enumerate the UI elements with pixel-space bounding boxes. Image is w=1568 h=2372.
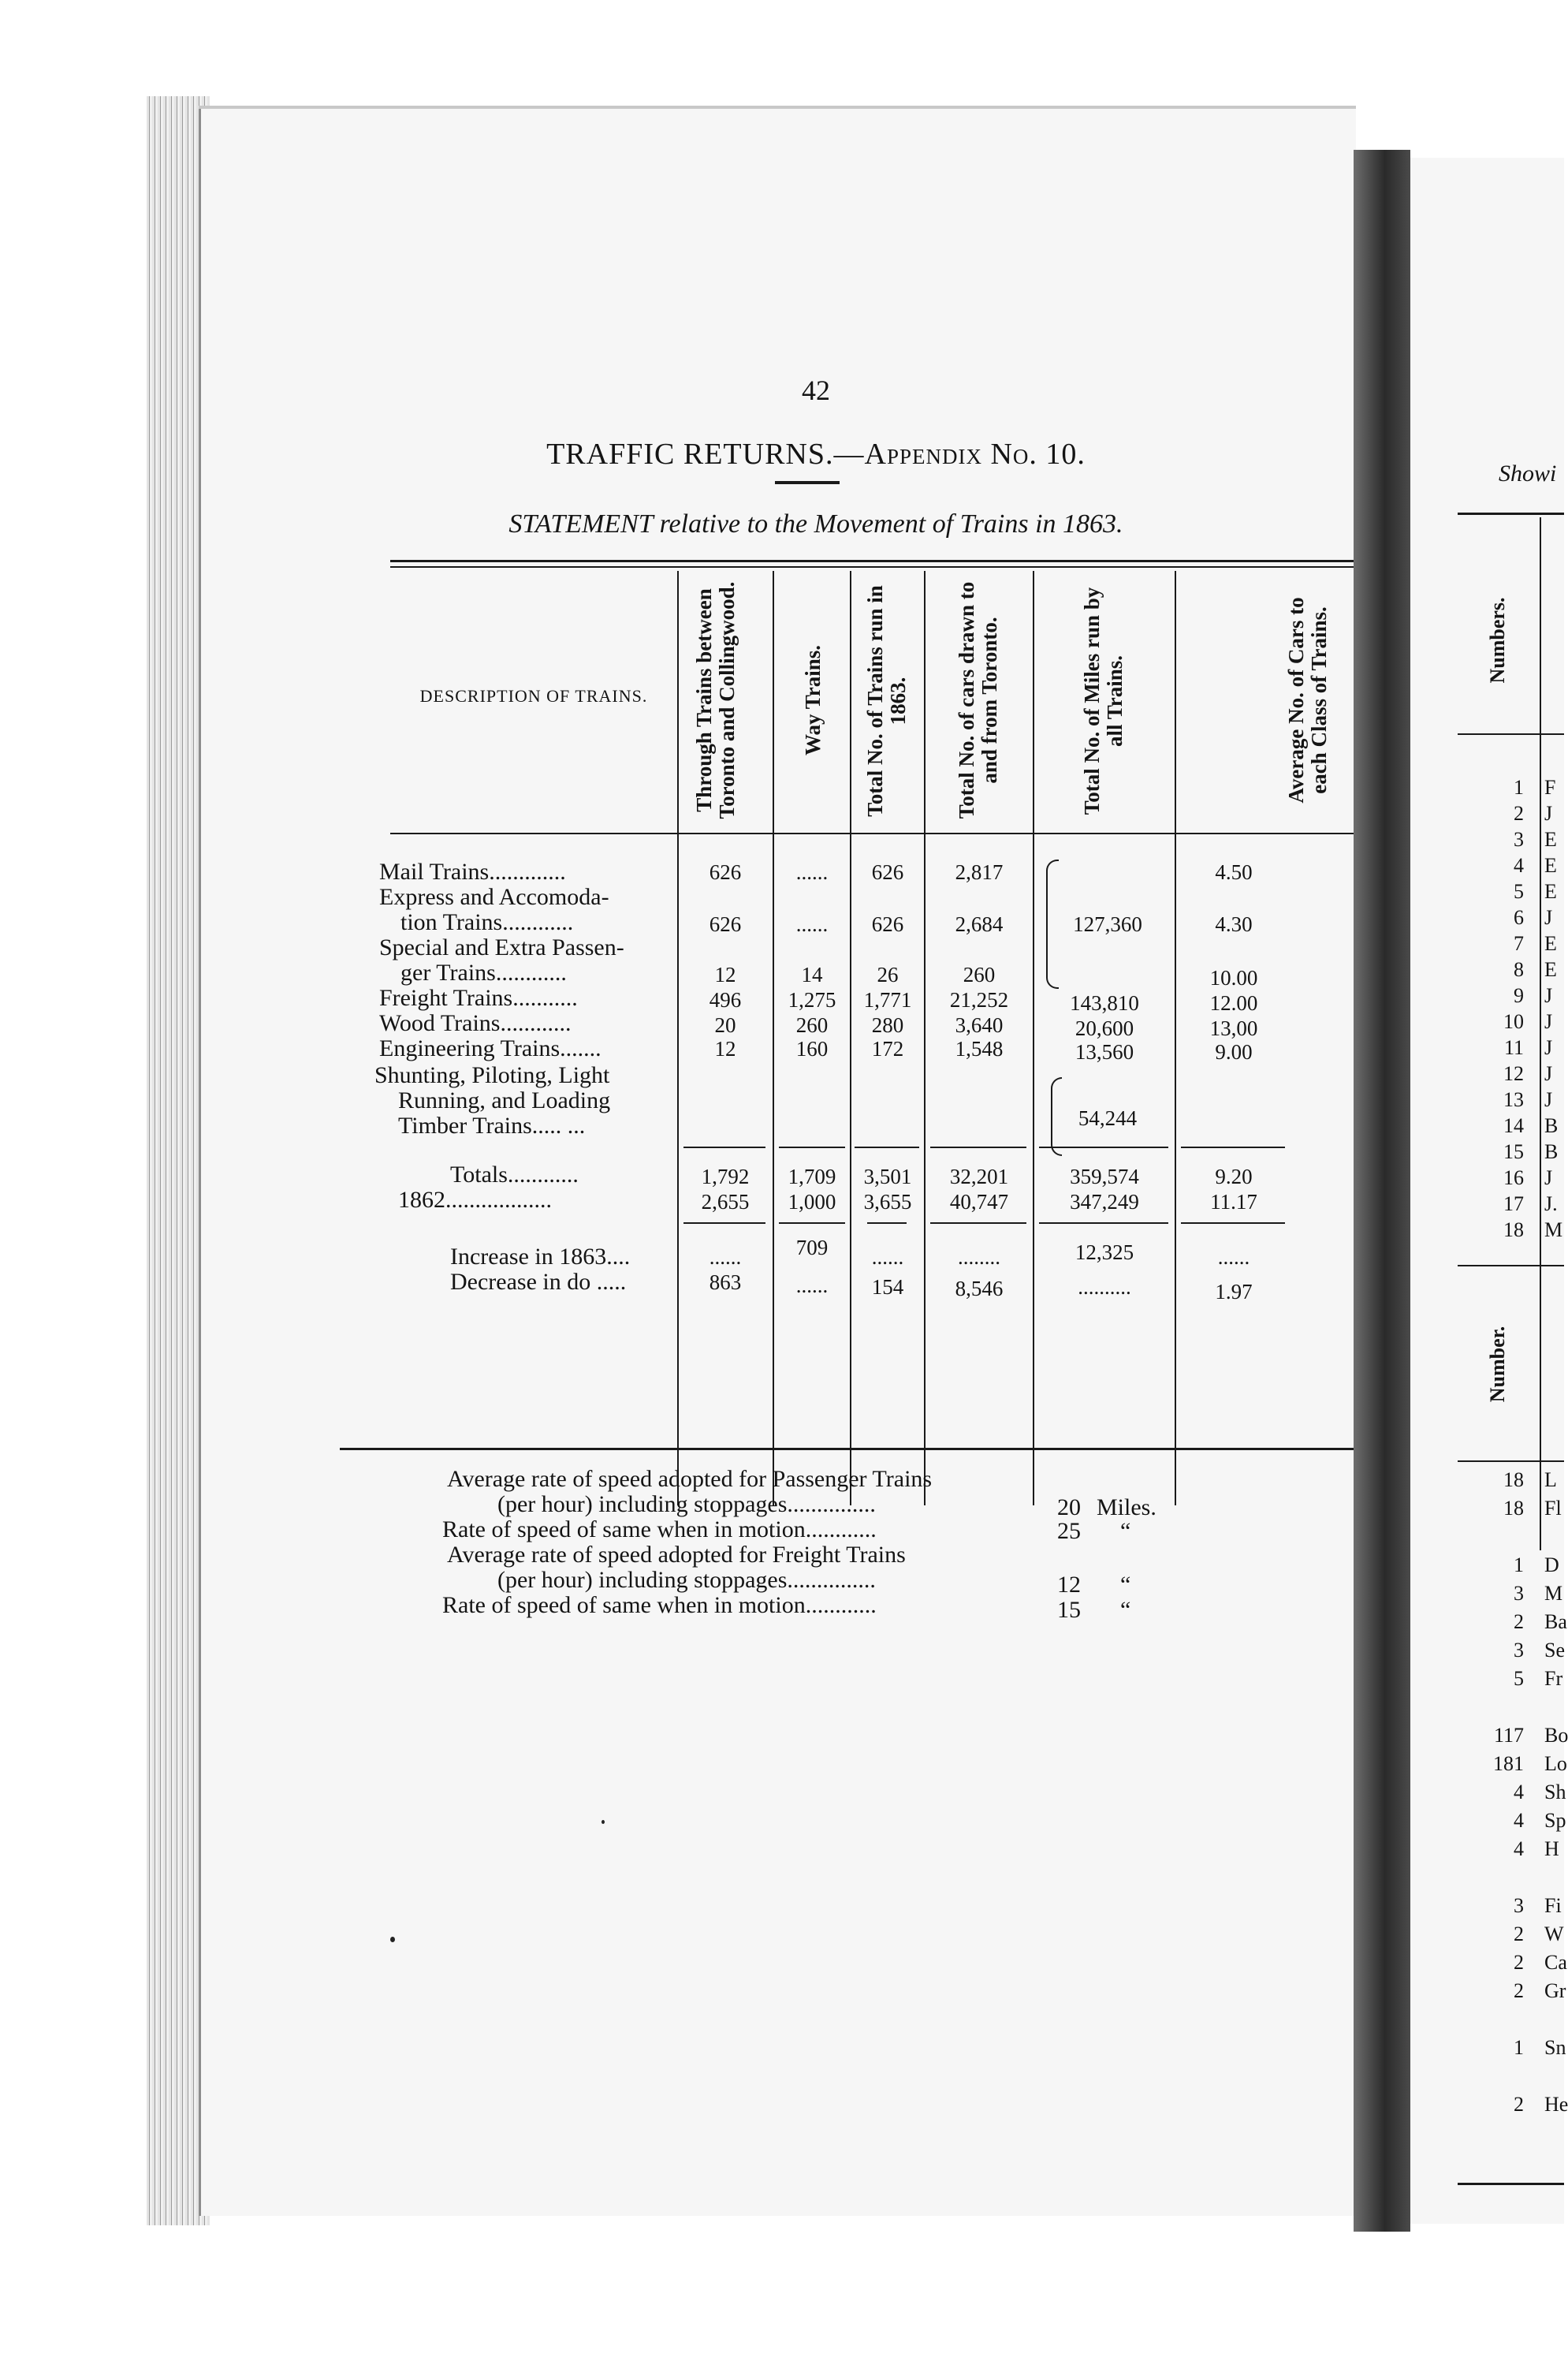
right-row-text: D: [1544, 1553, 1559, 1576]
cell-way: ......: [795, 912, 829, 936]
row-label: tion Trains............: [400, 909, 574, 935]
right-row-number: 1: [1514, 776, 1524, 799]
cell-through: 626: [709, 912, 742, 936]
header-description: DESCRIPTION OF TRAINS.: [419, 686, 648, 706]
prev-year-label: 1862..................: [398, 1187, 552, 1213]
cell-through: 12: [714, 1037, 736, 1061]
right-row-text: M: [1544, 1218, 1563, 1241]
right-row-text: J: [1544, 984, 1553, 1007]
row-label: ger Trains............: [400, 960, 567, 986]
row-label: Wood Trains............: [379, 1010, 572, 1036]
right-row-number: 2: [1514, 802, 1524, 825]
note-line: Average rate of speed adopted for Passenger Trains: [447, 1466, 933, 1492]
cell-total: 154: [871, 1275, 904, 1299]
row-label: Running, and Loading: [398, 1087, 611, 1113]
right-row-number: 2: [1514, 1923, 1524, 1945]
left-page: [199, 109, 1356, 2216]
cell-through: 1,792: [701, 1165, 750, 1188]
cell-total: 3,501: [863, 1165, 912, 1188]
paper-speck: [390, 1937, 395, 1942]
cell-total: 26: [877, 963, 899, 986]
right-row-text: Ca: [1544, 1951, 1567, 1974]
cell-avg: 11.17: [1210, 1190, 1257, 1214]
right-row-text: Gr: [1544, 1979, 1566, 2002]
right-header-numbers: Numbers.: [1485, 597, 1509, 684]
table-bottom-rule: [340, 1448, 1439, 1450]
cell-avg: ......: [1217, 1245, 1250, 1269]
right-row-number: 14: [1503, 1114, 1524, 1137]
right-row-number: 4: [1514, 854, 1524, 877]
cell-cars: 1,548: [955, 1037, 1004, 1061]
cell-avg: 4.50: [1215, 860, 1253, 884]
right-row-text: Fl: [1544, 1497, 1562, 1520]
cell-miles: 359,574: [1070, 1165, 1139, 1188]
right-row-text: H: [1544, 1837, 1559, 1860]
header-bottom-rule: [390, 833, 1439, 834]
cell-miles: 13,560: [1075, 1040, 1134, 1064]
cell-way: 1,275: [788, 988, 836, 1012]
cell-total: 172: [871, 1037, 904, 1061]
cell-cars: 40,747: [949, 1190, 1009, 1214]
right-row-text: J: [1544, 1036, 1553, 1059]
row-label: Shunting, Piloting, Light: [374, 1062, 610, 1088]
right-col-rule: [1540, 517, 1541, 1550]
right-row-number: 5: [1514, 880, 1524, 903]
cell-cars: 8,546: [955, 1277, 1004, 1300]
right-row-number: 117: [1493, 1724, 1524, 1747]
header-cars-toronto: Total No. of cars drawn to and from Toronto.: [955, 581, 1001, 819]
book-gutter: [1354, 150, 1410, 2232]
right-page: [1410, 158, 1568, 2224]
right-header-number: Number.: [1485, 1326, 1509, 1403]
right-row-number: 3: [1514, 828, 1524, 851]
right-row-text: M: [1544, 1582, 1563, 1605]
right-row-text: Lo: [1544, 1752, 1567, 1775]
cell-through: 2,655: [701, 1190, 750, 1214]
right-row-text: E: [1544, 854, 1557, 877]
right-row-text: E: [1544, 932, 1557, 955]
right-row-text: J: [1544, 802, 1553, 825]
diff-rule: [1039, 1222, 1168, 1224]
right-row-text: F: [1544, 776, 1556, 799]
table-top-rule-2: [390, 566, 1439, 568]
note-unit: “: [1120, 1597, 1131, 1623]
cell-miles: 20,600: [1075, 1016, 1134, 1040]
right-row-text: Se: [1544, 1639, 1565, 1662]
cell-way: ......: [795, 860, 829, 884]
totals-rule: [779, 1147, 845, 1148]
right-row-number: 5: [1514, 1667, 1524, 1690]
right-row-number: 2: [1514, 1951, 1524, 1974]
right-row-number: 4: [1514, 1837, 1524, 1860]
note-line: Average rate of speed adopted for Freight Trains: [447, 1542, 906, 1568]
right-heading-fragment: Showi: [1499, 461, 1557, 487]
totals-rule: [1181, 1147, 1285, 1148]
right-row-text: E: [1544, 880, 1557, 903]
right-row-number: 18: [1503, 1218, 1524, 1241]
right-row-text: J: [1544, 1166, 1553, 1189]
totals-rule: [683, 1147, 765, 1148]
right-row-text: Fr: [1544, 1667, 1563, 1690]
cell-cars: 32,201: [949, 1165, 1009, 1188]
right-row-number: 11: [1503, 1036, 1524, 1059]
diff-rule: [930, 1222, 1026, 1224]
paper-speck: [602, 1820, 605, 1824]
cell-total: 1,771: [863, 988, 912, 1012]
right-row-number: 16: [1503, 1166, 1524, 1189]
note-line: Rate of speed of same when in motion............: [442, 1516, 877, 1542]
row-label: Special and Extra Passen-: [379, 934, 624, 960]
right-row-number: 2: [1514, 1610, 1524, 1633]
right-top-rule: [1458, 513, 1564, 515]
totals-label: Totals............: [450, 1162, 579, 1188]
right-row-number: 10: [1503, 1010, 1524, 1033]
right-row-text: W: [1544, 1923, 1564, 1945]
cell-way: 1,709: [788, 1165, 836, 1188]
right-row-text: J: [1544, 1088, 1553, 1111]
cell-cars: 260: [963, 963, 996, 986]
right-row-number: 12: [1503, 1062, 1524, 1085]
cell-cars: 21,252: [949, 988, 1009, 1012]
note-unit: “: [1120, 1572, 1131, 1598]
right-row-number: 18: [1503, 1497, 1524, 1520]
heading-rule: [775, 481, 840, 484]
right-row-text: E: [1544, 958, 1557, 981]
right-row-text: Sn: [1544, 2036, 1566, 2059]
right-row-text: He: [1544, 2093, 1568, 2116]
right-row-text: Bo: [1544, 1724, 1568, 1747]
right-bottom-rule: [1458, 2183, 1564, 2185]
right-row-text: J: [1544, 1062, 1553, 1085]
totals-rule: [1039, 1147, 1168, 1148]
right-row-text: Sp: [1544, 1809, 1566, 1832]
right-row-text: Sh: [1544, 1781, 1566, 1803]
cell-avg: 9.20: [1215, 1165, 1253, 1188]
cell-through: ......: [709, 1245, 742, 1269]
cell-total: ......: [871, 1245, 904, 1269]
heading-appendix: Appendix No. 10.: [864, 438, 1086, 471]
cell-way: 260: [795, 1013, 829, 1037]
right-row-number: 2: [1514, 1979, 1524, 2002]
right-row-number: 7: [1514, 932, 1524, 955]
heading-main: TRAFFIC RETURNS.—: [546, 438, 865, 471]
cell-avg: 1.97: [1215, 1280, 1253, 1303]
cell-avg: 9.00: [1215, 1040, 1253, 1064]
header-through-trains: Through Trains between Toronto and Collingwood.: [692, 581, 739, 819]
cell-way: 14: [801, 963, 823, 986]
right-row-number: 3: [1514, 1894, 1524, 1917]
note-line: Rate of speed of same when in motion............: [442, 1592, 877, 1618]
right-row-number: 3: [1514, 1582, 1524, 1605]
cell-avg: 12.00: [1209, 991, 1258, 1015]
note-value: 15: [1057, 1597, 1081, 1623]
subtitle-statement: STATEMENT: [508, 509, 654, 539]
diff-rule: [1181, 1222, 1285, 1224]
right-row-text: J: [1544, 1010, 1553, 1033]
cell-through: 626: [709, 860, 742, 884]
cell-miles-passenger-group: 127,360: [1073, 912, 1142, 936]
right-row-text: J: [1544, 906, 1553, 929]
cell-way: 1,000: [788, 1190, 836, 1214]
right-row-text: Ba: [1544, 1610, 1567, 1633]
decrease-label: Decrease in do .....: [450, 1269, 627, 1295]
cell-total: 626: [871, 860, 904, 884]
right-row-number: 6: [1514, 906, 1524, 929]
cell-way: ......: [795, 1274, 829, 1297]
cell-way: 160: [795, 1037, 829, 1061]
cell-miles: 12,325: [1075, 1240, 1134, 1264]
right-row-number: 8: [1514, 958, 1524, 981]
statement-subtitle: [201, 509, 1431, 539]
cell-avg: 13,00: [1209, 1016, 1258, 1040]
page-heading: [201, 437, 1431, 472]
cell-cars: 2,817: [955, 860, 1004, 884]
right-row-number: 4: [1514, 1781, 1524, 1803]
row-label: Express and Accomoda-: [379, 884, 609, 910]
diff-rule: [683, 1222, 765, 1224]
right-row-number: 1: [1514, 2036, 1524, 2059]
row-label: Mail Trains.............: [379, 859, 566, 885]
cell-cars: 2,684: [955, 912, 1004, 936]
right-row-text: B: [1544, 1140, 1559, 1163]
row-label: Timber Trains..... ...: [398, 1113, 586, 1139]
note-line: (per hour) including stoppages...............: [497, 1491, 876, 1517]
cell-through: 496: [709, 988, 742, 1012]
right-row-number: 3: [1514, 1639, 1524, 1662]
note-unit: Miles.: [1097, 1494, 1156, 1520]
header-avg-cars: Average No. of Cars to each Class of Trains.: [1284, 597, 1331, 804]
cell-cars: 3,640: [955, 1013, 1004, 1037]
cell-way: 709: [795, 1236, 829, 1259]
cell-through: 20: [714, 1013, 736, 1037]
right-row-number: 181: [1493, 1752, 1524, 1775]
cell-avg: 10.00: [1209, 966, 1258, 990]
totals-rule: [855, 1147, 919, 1148]
right-row-text: L: [1544, 1468, 1557, 1491]
cell-miles: ..........: [1078, 1275, 1131, 1299]
note-line: (per hour) including stoppages...............: [497, 1567, 876, 1593]
cell-through: 12: [714, 963, 736, 986]
header-miles: Total No. of Miles run by all Trains.: [1080, 587, 1127, 815]
cell-cars: ........: [958, 1245, 1000, 1269]
cell-miles: 347,249: [1070, 1190, 1139, 1214]
right-header-rule: [1458, 1460, 1564, 1462]
cell-total: 626: [871, 912, 904, 936]
increase-label: Increase in 1863....: [450, 1244, 631, 1270]
right-row-text: E: [1544, 828, 1557, 851]
right-row-number: 18: [1503, 1468, 1524, 1491]
totals-rule: [930, 1147, 1026, 1148]
right-row-number: 2: [1514, 2093, 1524, 2116]
header-way-trains: Way Trains.: [800, 644, 825, 756]
right-row-number: 15: [1503, 1140, 1524, 1163]
right-row-number: 13: [1503, 1088, 1524, 1111]
right-row-number: 17: [1503, 1192, 1524, 1215]
diff-rule: [779, 1222, 845, 1224]
cell-total: 3,655: [863, 1190, 912, 1214]
table-top-rule: [390, 560, 1439, 562]
cell-avg: 4.30: [1215, 912, 1253, 936]
right-row-text: B: [1544, 1114, 1559, 1137]
cell-total: 280: [871, 1013, 904, 1037]
right-row-text: J.: [1544, 1192, 1558, 1215]
right-header-rule: [1458, 733, 1564, 735]
note-value: 25: [1057, 1518, 1081, 1544]
right-row-number: 9: [1514, 984, 1524, 1007]
note-value: 12: [1057, 1572, 1081, 1598]
cell-through: 863: [709, 1270, 742, 1294]
note-value: 20: [1057, 1494, 1081, 1520]
row-label: Freight Trains...........: [379, 985, 578, 1011]
right-mid-rule: [1458, 1265, 1564, 1266]
cell-miles-shunting-group: 54,244: [1078, 1106, 1138, 1130]
right-row-text: Fi: [1544, 1894, 1562, 1917]
subtitle-rest: relative to the Movement of Trains in 1863.: [659, 509, 1123, 539]
cell-miles: 143,810: [1070, 991, 1139, 1015]
row-label: Engineering Trains.......: [379, 1035, 602, 1061]
right-row-number: 4: [1514, 1809, 1524, 1832]
page-number: 42: [802, 375, 830, 406]
header-total-trains: Total No. of Trains run in 1863.: [863, 585, 910, 817]
diff-rule: [867, 1222, 907, 1224]
right-row-number: 1: [1514, 1553, 1524, 1576]
note-unit: “: [1120, 1518, 1131, 1544]
